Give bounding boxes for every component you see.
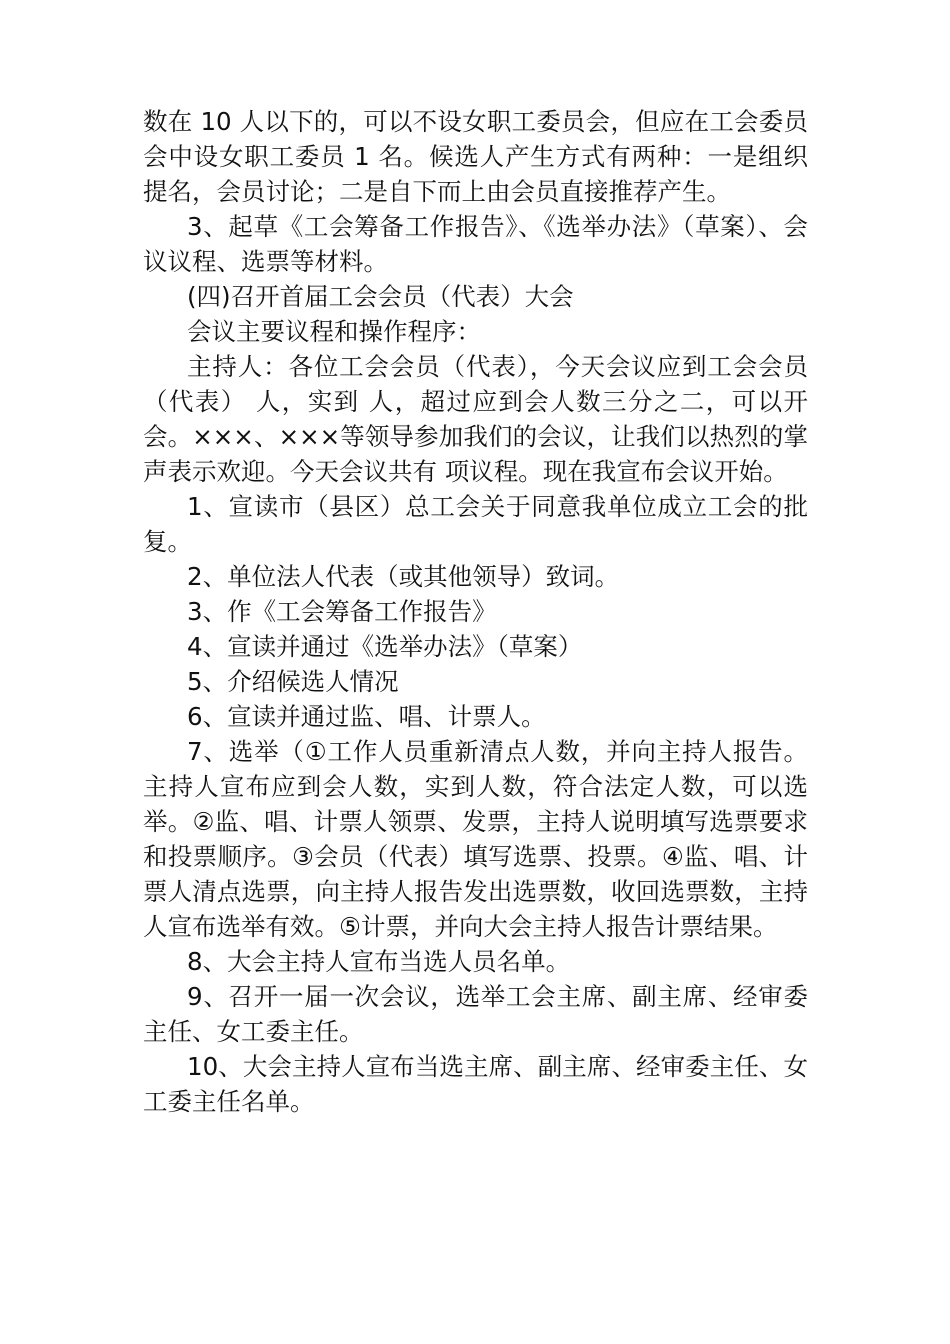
agenda-item-2: 2、单位法人代表（或其他领导）致词。 xyxy=(187,562,620,591)
paragraph-host-speech: 主持人：各位工会会员（代表），今天会议应到工会会员（代表） 人，实到 人，超过应到会人数三分之二，可以开会。×××、×××等领导参加我们的会议，让我们以热烈的掌声表示欢迎。今天会议共有 项议程。现在我宣布会议开始。 xyxy=(143,352,808,486)
agenda-item-3: 3、作《工会筹备工作报告》 xyxy=(187,597,497,626)
agenda-item-10: 10、大会主持人宣布当选主席、副主席、经审委主任、女工委主任名单。 xyxy=(143,1052,808,1116)
agenda-item-8: 8、大会主持人宣布当选人员名单。 xyxy=(187,947,571,976)
agenda-item-6: 6、宣读并通过监、唱、计票人。 xyxy=(187,702,546,731)
agenda-item-4: 4、宣读并通过《选举办法》（草案） xyxy=(187,632,583,661)
agenda-item-5: 5、介绍候选人情况 xyxy=(187,667,399,696)
agenda-item-1: 1、宣读市（县区）总工会关于同意我单位成立工会的批复。 xyxy=(143,492,808,556)
paragraph-1: 数在 10 人以下的，可以不设女职工委员会，但应在工会委员会中设女职工委员 1 名。候选人产生方式有两种：一是组织提名，会员讨论；二是自下而上由会员直接推荐产生。 xyxy=(143,107,808,206)
agenda-item-7: 7、选举（①工作人员重新清点人数，并向主持人报告。主持人宣布应到会人数，实到人数，符合法定人数，可以选举。②监、唱、计票人领票、发票，主持人说明填写选票要求和投票顺序。③会员（代表）填写选票、投票。④监、唱、计票人清点选票，向主持人报告发出选票数，收回选票数，主持人宣布选举有效。⑤计票，并向大会主持人报告计票结果。 xyxy=(143,737,808,941)
document-page xyxy=(143,104,808,1119)
agenda-item-9: 9、召开一届一次会议，选举工会主席、副主席、经审委主任、女工委主任。 xyxy=(143,982,808,1046)
section-heading-4: (四)召开首届工会会员（代表）大会 xyxy=(187,282,574,311)
paragraph-2: 3、起草《工会筹备工作报告》、《选举办法》（草案）、会议议程、选票等材料。 xyxy=(143,212,808,276)
paragraph-agenda-intro: 会议主要议程和操作程序： xyxy=(187,317,481,346)
